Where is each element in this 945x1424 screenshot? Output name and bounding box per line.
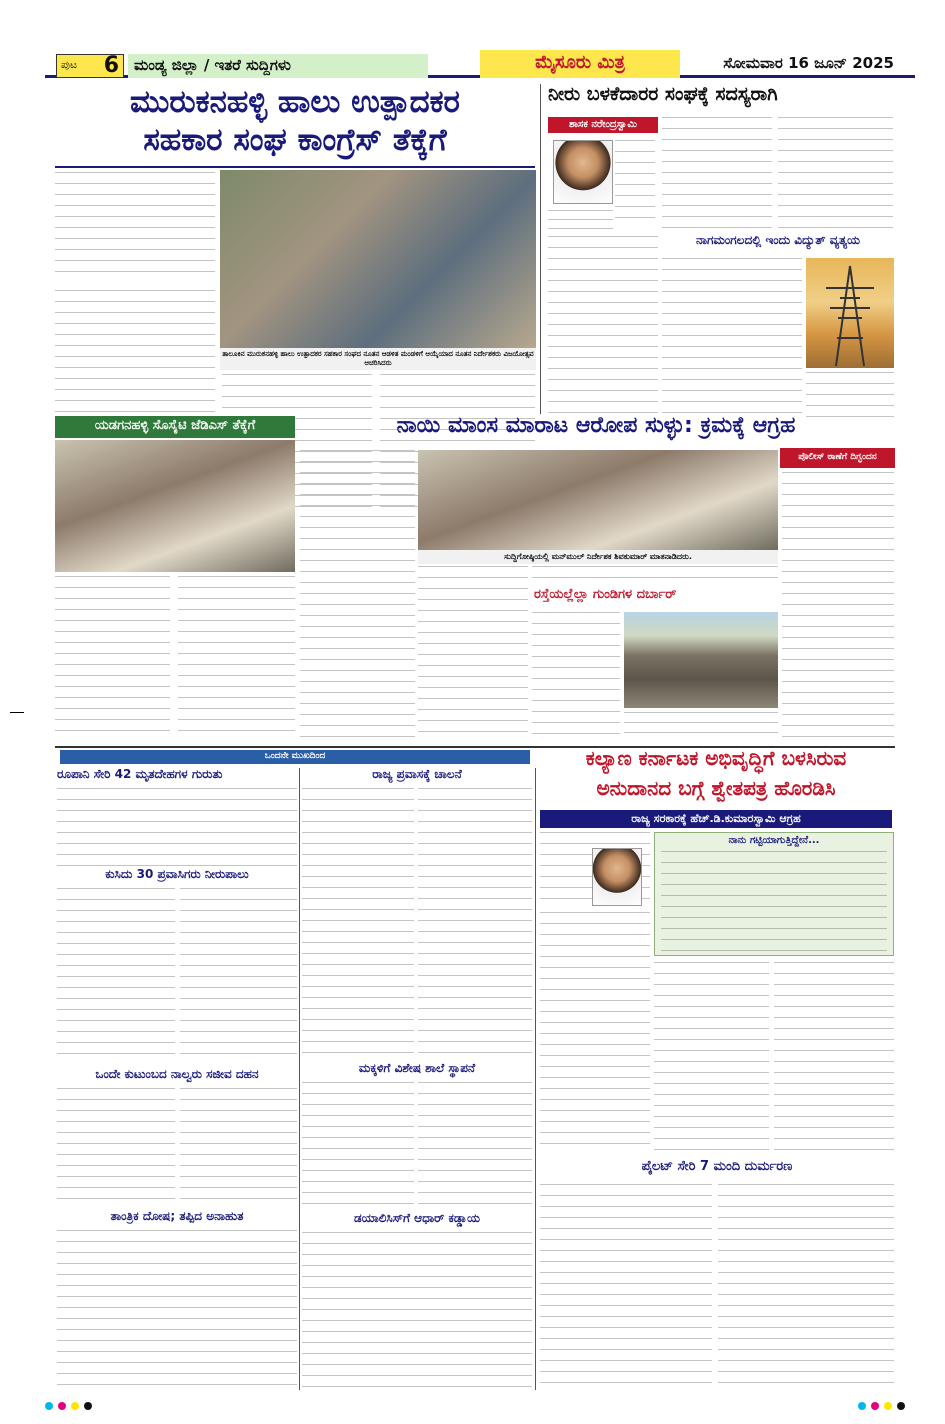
registration-dot-magenta (58, 1402, 66, 1410)
column-rule (535, 768, 536, 1390)
water-kicker: ಶಾಸಕ ನರೇಂದ್ರಸ್ವಾಮಿ (548, 117, 658, 133)
registration-dot-cyan (45, 1402, 53, 1410)
roads-photo (624, 612, 778, 708)
tower-icon (806, 258, 894, 368)
section-title: ಮಂಡ್ಯ ಜಿಲ್ಲಾ / ಇತರೆ ಸುದ್ದಿಗಳು (128, 54, 428, 78)
roads-headline: ರಸ್ತೆಯಲ್ಲೆಲ್ಲಾ ಗುಂಡಿಗಳ ದರ್ಬಾರ್ (534, 588, 677, 602)
family-body-2 (180, 1088, 297, 1206)
jds-photo (55, 440, 295, 572)
issue-date: ಸೋಮವಾರ 16 ಜೂನ್ 2025 (723, 54, 894, 72)
tech-body (57, 1230, 297, 1390)
dog-caption: ಸುದ್ದಿಗೋಷ್ಠಿಯಲ್ಲಿ ಮನ್‌ಮುಲ್ ನಿರ್ದೇಶಕ ಶಿವಕುಮಾರ್ ಮಾತನಾಡಿದರು. (418, 550, 778, 564)
quote-body (661, 851, 887, 951)
jds-body-2 (178, 576, 295, 736)
jds-headline: ಯಡಗನಹಳ್ಳಿ ಸೊಸೈಟಿ ಜೆಡಿಎಸ್ ತೆಕ್ಕೆಗೆ (55, 416, 295, 438)
collapse-headline: ಕುಸಿದು 30 ಪ್ರವಾಸಿಗರು ನೀರುಪಾಲು (105, 868, 249, 881)
quote-box (654, 832, 894, 956)
kalyana-body-4 (774, 962, 894, 1152)
jds-body-1 (55, 576, 170, 736)
power-headline: ನಾಗಮಂಗಲದಲ್ಲಿ ಇಂದು ವಿದ್ಯುತ್ ವ್ಯತ್ಯಯ (696, 234, 860, 247)
water-body-2 (662, 117, 772, 232)
registration-dot-yellow (884, 1402, 892, 1410)
lead-headline-2: ಸಹಕಾರ ಸಂಘ ಕಾಂಗ್ರೆಸ್ ತೆಕ್ಕೆಗೆ (143, 124, 447, 158)
dog-body-2 (418, 566, 528, 742)
page-prefix: ಪುಟ (61, 58, 78, 71)
dialysis-body (302, 1232, 532, 1390)
page-number: 6 (103, 54, 119, 78)
lead-headline-1: ಮುರುಕನಹಳ್ಳಿ ಹಾಲು ಉತ್ಪಾದಕರ (130, 86, 460, 120)
water-caption (548, 210, 613, 230)
police-body (782, 472, 894, 742)
dialysis-headline: ಡಯಾಲಿಸಿಸ್‌ಗೆ ಆಧಾರ್ ಕಡ್ಡಾಯ (354, 1212, 480, 1225)
hdk-portrait (592, 848, 642, 906)
lead-caption: ತಾಲೂಕಿನ ಮುರುಕನಹಳ್ಳಿ ಹಾಲು ಉತ್ಪಾದಕರ ಸಹಕಾರ ಸಂಘದ ನೂತನ ಆಡಳಿತ ಮಂಡಳಿಗೆ ಆಯ್ಕೆಯಾದ ನೂತನ ನಿರ್ದೇಶಕರು ವಿಜಯೋತ್ಸವ ಆಚರಿಸಿದರು (220, 348, 536, 370)
tour-body-1 (302, 788, 414, 1058)
family-headline: ಒಂದೇ ಕುಟುಂಬದ ನಾಲ್ವರು ಸಜೀವ ದಹನ (95, 1068, 259, 1081)
kalyana-body-2 (540, 912, 650, 1152)
water-headline: ನೀರು ಬಳಕೆದಾರರ ಸಂಘಕ್ಕೆ ಸದಸ್ಯರಾಗಿ (548, 84, 778, 105)
crop-mark (10, 712, 24, 713)
dog-body-3 (532, 566, 778, 586)
registration-dot-magenta (871, 1402, 879, 1410)
plane-body-2 (718, 1184, 894, 1390)
rupani-headline: ರೂಪಾನಿ ಸೇರಿ 42 ಮೃತದೇಹಗಳ ಗುರುತು (57, 768, 223, 781)
kalyana-body-3 (654, 962, 769, 1152)
lead-rule (55, 166, 535, 168)
lead-photo (220, 170, 536, 348)
police-headline: ಪೊಲೀಸ್ ಠಾಣೆಗೆ ದಿಗ್ಭಂದನ (780, 448, 895, 468)
kalyana-headline-1: ಕಲ್ಯಾಣ ಕರ್ನಾಟಕ ಅಭಿವೃದ್ಧಿಗೆ ಬಳಸಿರುವ (585, 748, 847, 770)
power-tower-photo (806, 258, 894, 368)
column-rule (540, 84, 541, 414)
dog-photo (418, 450, 778, 550)
kalyana-headline-2: ಅನುದಾನದ ಬಗ್ಗೆ ಶ್ವೇತಪತ್ರ ಹೊರಡಿಸಿ (596, 778, 836, 800)
briefs-banner: ಒಂದನೇ ಮುಖದಿಂದ (60, 750, 530, 764)
collapse-body-1 (57, 888, 175, 1064)
collapse-body-2 (180, 888, 297, 1064)
dog-body-1 (300, 450, 415, 740)
page-number-badge (56, 54, 124, 78)
school-body-1 (302, 1082, 414, 1210)
mla-portrait (553, 140, 613, 204)
registration-dot-black (897, 1402, 905, 1410)
school-headline: ಮಕ್ಕಳಿಗೆ ವಿಶೇಷ ಶಾಲೆ ಸ್ಥಾಪನೆ (358, 1062, 476, 1075)
roads-caption (624, 712, 778, 740)
registration-dot-black (84, 1402, 92, 1410)
water-body-3 (778, 117, 893, 232)
kalyana-subhead: ರಾಜ್ಯ ಸರಕಾರಕ್ಕೆ ಹೆಚ್.ಡಿ.ಕುಮಾರಸ್ವಾಮಿ ಆಗ್ರಹ (540, 810, 892, 828)
quote-head: ನಾನು ಗಟ್ಟಿಯಾಗುತ್ತಿದ್ದೇನೆ... (728, 835, 820, 846)
column-rule (299, 768, 300, 1390)
tour-headline: ರಾಜ್ಯ ಪ್ರವಾಸಕ್ಕೆ ಚಾಲನೆ (372, 768, 462, 781)
registration-dot-yellow (71, 1402, 79, 1410)
dog-headline: ನಾಯಿ ಮಾಂಸ ಮಾರಾಟ ಆರೋಪ ಸುಳ್ಳು: ಕ್ರಮಕ್ಕೆ ಆಗ್ರಹ (396, 414, 796, 438)
roads-body-1 (532, 612, 620, 740)
tour-body-2 (418, 788, 532, 1058)
power-body (662, 258, 802, 418)
water-body-1 (615, 140, 655, 228)
power-body-2 (806, 372, 894, 418)
school-body-2 (418, 1082, 532, 1210)
water-body-4 (548, 236, 658, 418)
registration-dot-cyan (858, 1402, 866, 1410)
tech-headline: ತಾಂತ್ರಿಕ ದೋಷ; ತಪ್ಪಿದ ಅನಾಹುತ (110, 1210, 244, 1223)
plane-headline: ಪೈಲಟ್ ಸೇರಿ 7 ಮಂದಿ ದುರ್ಮರಣ (641, 1160, 793, 1174)
plane-body-1 (540, 1184, 712, 1390)
rupani-body (57, 788, 297, 866)
masthead: ಮೈಸೂರು ಮಿತ್ರ (480, 50, 680, 78)
lead-body-1 (55, 172, 215, 282)
family-body-1 (57, 1088, 175, 1206)
